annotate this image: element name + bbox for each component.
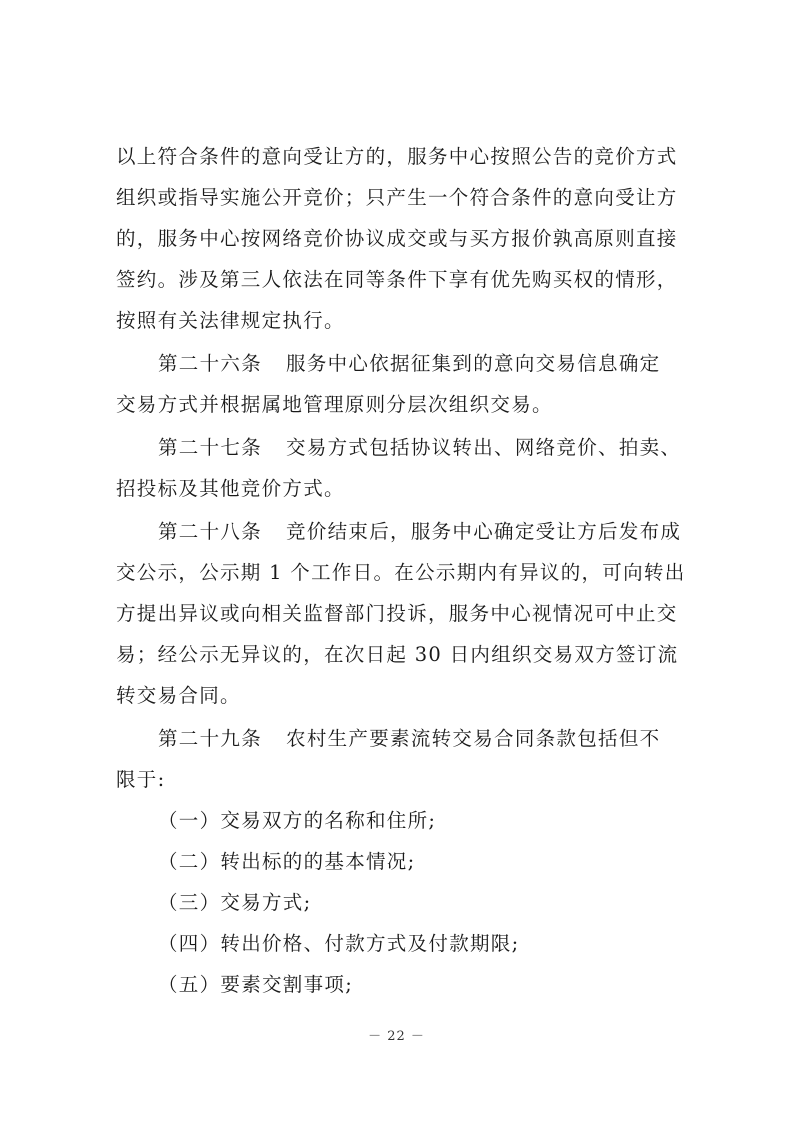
article-28-text: 竞价结束后，服务中心确定受让方后发布成 — [286, 520, 682, 543]
list-item: （四）转出价格、付款方式及付款期限; — [158, 932, 520, 955]
page-number: － 22 － — [368, 1029, 425, 1044]
article-29-first-line — [158, 724, 728, 754]
paragraph-line: 组织或指导实施公开竞价；只产生一个符合条件的意向受让方 — [116, 186, 678, 209]
article-29-text: 农村生产要素流转交易合同条款包括但不 — [286, 727, 661, 750]
list-item: （一）交易双方的名称和住所; — [158, 809, 437, 832]
article-26-text: 服务中心依据征集到的意向交易信息确定 — [286, 352, 661, 375]
paragraph-line: 交公示，公示期 1 个工作日。在公示期内有异议的，可向转出 — [116, 561, 686, 584]
article-27-heading: 第二十七条 — [158, 436, 263, 459]
paragraph-line: 易；经公示无异议的，在次日起 30 日内组织交易双方签订流 — [116, 643, 679, 666]
list-item: （三）交易方式; — [158, 891, 312, 914]
paragraph-line: 签约。涉及第三人依法在同等条件下享有优先购买权的情形， — [116, 268, 678, 291]
paragraph-line: 方提出异议或向相关监督部门投诉，服务中心视情况可中止交 — [116, 602, 678, 625]
list-item: （二）转出标的的基本情况; — [158, 850, 416, 873]
list-item: （五）要素交割事项; — [158, 973, 354, 996]
paragraph-line: 按照有关法律规定执行。 — [116, 309, 345, 332]
paragraph-line: 以上符合条件的意向受让方的，服务中心按照公告的竞价方式 — [116, 145, 678, 168]
article-28-heading: 第二十八条 — [158, 520, 263, 543]
paragraph-line: 交易方式并根据属地管理原则分层次组织交易。 — [116, 393, 553, 416]
paragraph-line: 转交易合同。 — [116, 684, 241, 707]
paragraph-line: 的，服务中心按网络竞价协议成交或与买方报价孰高原则直接 — [116, 227, 678, 250]
article-27-first-line — [158, 433, 728, 463]
article-26-first-line — [158, 349, 728, 379]
article-29-heading: 第二十九条 — [158, 727, 263, 750]
paragraph-line: 招投标及其他竞价方式。 — [116, 477, 345, 500]
article-26-heading: 第二十六条 — [158, 352, 263, 375]
paragraph-line: 限于: — [116, 768, 166, 791]
article-27-text: 交易方式包括协议转出、网络竞价、拍卖、 — [286, 436, 682, 459]
article-28-first-line — [158, 517, 728, 547]
